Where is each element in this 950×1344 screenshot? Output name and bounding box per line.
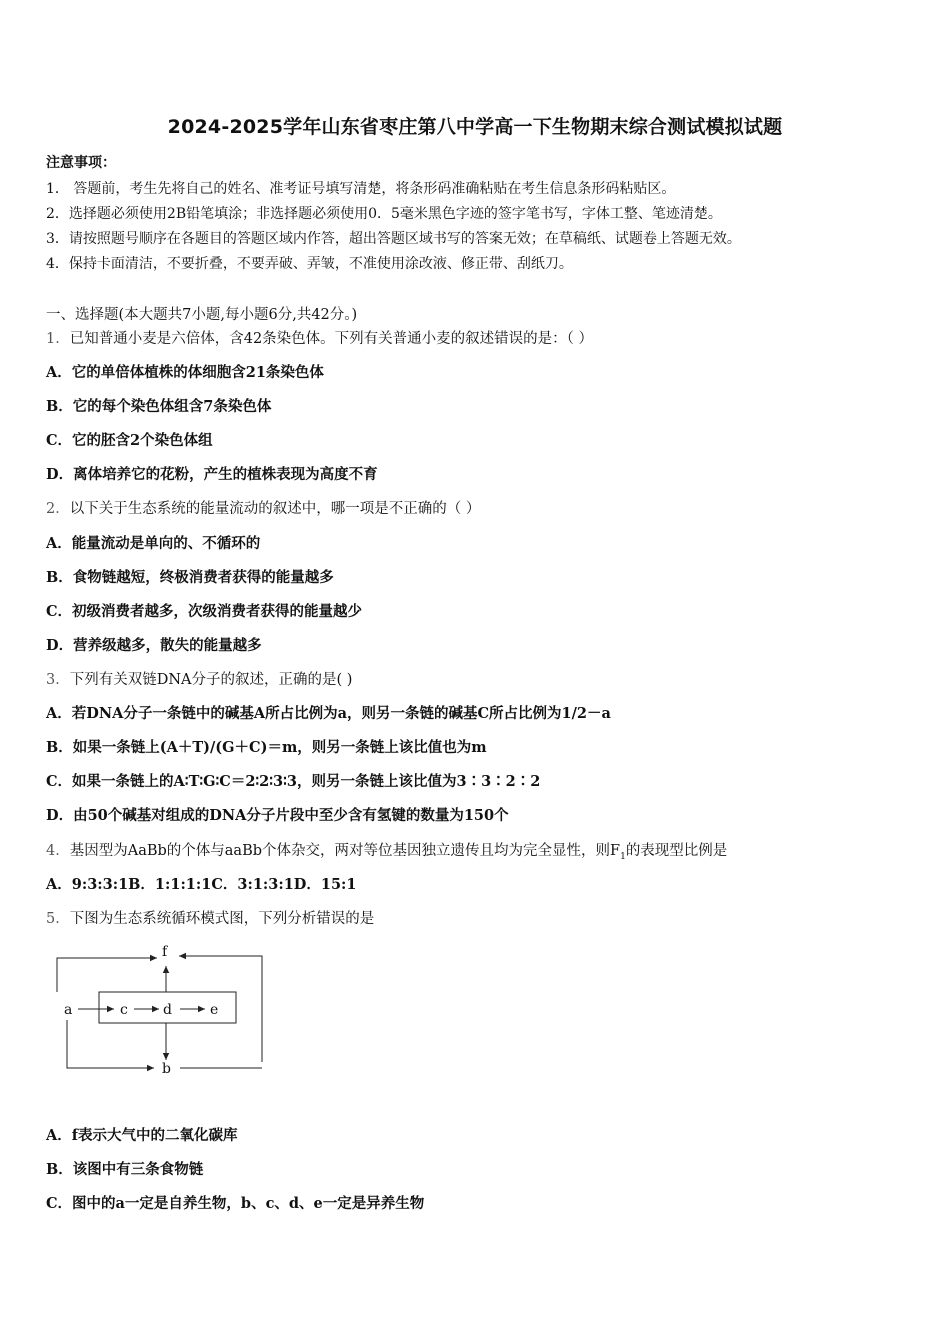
question-text: 已知普通小麦是六倍体，含42条染色体。下列有关普通小麦的叙述错误的是：（ ） <box>69 331 594 347</box>
label-d: d <box>163 1002 172 1018</box>
question-number: 1． <box>46 331 70 347</box>
notice-item-2: 2．选择题必须使用2B铅笔填涂；非选择题必须使用0．5毫米黑色字迹的签字笔书写，字体工整、笔迹清楚。 <box>46 206 722 222</box>
notice-item-4: 4．保持卡面清洁，不要折叠，不要弄破、弄皱，不准使用涂改液、修正带、刮纸刀。 <box>46 256 573 272</box>
q3-option-d: D．由50个碱基对组成的DNA分子片段中至少含有氢键的数量为150个 <box>46 807 509 824</box>
q5-option-c: C．图中的a一定是自养生物，b、c、d、e一定是异养生物 <box>46 1195 425 1212</box>
notice-item-1: 1． 答题前，考生先将自己的姓名、准考证号填写清楚，将条形码准确粘贴在考生信息条形码粘贴区。 <box>46 181 676 197</box>
subscript: 1 <box>620 851 626 862</box>
q5-option-a: A．f表示大气中的二氧化碳库 <box>46 1127 238 1144</box>
question-number: 2． <box>46 501 70 517</box>
label-f: f <box>162 944 168 960</box>
section-heading: 一、选择题(本大题共7小题,每小题6分,共42分。) <box>46 307 358 323</box>
q2-option-a: A．能量流动是单向的、不循环的 <box>46 535 261 552</box>
question-1 <box>46 327 593 348</box>
question-2 <box>46 497 480 518</box>
question-3 <box>46 668 352 689</box>
label-e: e <box>210 1002 219 1018</box>
q2-option-d: D．营养级越多，散失的能量越多 <box>46 637 262 654</box>
question-text: 基因型为AaBb的个体与aaBb个体杂交，两对等位基因独立遗传且均为完全显性，则F <box>69 843 621 859</box>
q2-option-b: B．食物链越短，终极消费者获得的能量越多 <box>46 569 334 586</box>
q2-option-c: C．初级消费者越多，次级消费者获得的能量越少 <box>46 603 363 620</box>
question-text-end: 的表现型比例是 <box>625 843 728 859</box>
page-title: 2024-2025学年山东省枣庄第八中学高一下生物期末综合测试模拟试题 <box>167 116 783 138</box>
question-number: 3． <box>46 672 70 688</box>
question-text: 下图为生态系统循环模式图，下列分析错误的是 <box>69 911 375 927</box>
ecosystem-cycle-diagram <box>52 940 272 1085</box>
q1-option-d: D．离体培养它的花粉，产生的植株表现为高度不育 <box>46 466 378 483</box>
question-number: 4． <box>46 843 70 859</box>
q4-options: A．9:3:3:1B．1:1:1:1C．3:1:3:1D．15:1 <box>46 876 357 893</box>
label-a: a <box>64 1002 73 1018</box>
q1-option-a: A．它的单倍体植株的体细胞含21条染色体 <box>46 364 324 381</box>
q3-option-c: C．如果一条链上的A∶T∶G∶C＝2∶2∶3∶3，则另一条链上该比值为3∶3∶2∶2 <box>46 773 541 790</box>
label-b: b <box>162 1061 171 1077</box>
label-c: c <box>120 1002 128 1018</box>
question-4 <box>46 839 727 862</box>
question-text: 以下关于生态系统的能量流动的叙述中，哪一项是不正确的（ ） <box>69 501 481 517</box>
q5-option-b: B．该图中有三条食物链 <box>46 1161 204 1178</box>
q3-option-b: B．如果一条链上(A＋T)/(G＋C)＝m，则另一条链上该比值也为m <box>46 739 487 756</box>
arrow-a-to-b <box>67 1020 154 1068</box>
q3-option-a: A．若DNA分子一条链中的碱基A所占比例为a，则另一条链的碱基C所占比例为1/2－a <box>46 705 611 722</box>
question-text: 下列有关双链DNA分子的叙述，正确的是( ) <box>69 672 353 688</box>
question-number: 5． <box>46 911 70 927</box>
q1-option-c: C．它的胚含2个染色体组 <box>46 432 213 449</box>
q1-option-b: B．它的每个染色体组含7条染色体 <box>46 398 272 415</box>
arrow-a-to-f <box>57 958 157 992</box>
question-5 <box>46 907 374 928</box>
notice-heading: 注意事项： <box>46 155 116 171</box>
notice-item-3: 3．请按照题号顺序在各题目的答题区域内作答，超出答题区域书写的答案无效；在草稿纸、试题卷上答题无效。 <box>46 231 741 247</box>
